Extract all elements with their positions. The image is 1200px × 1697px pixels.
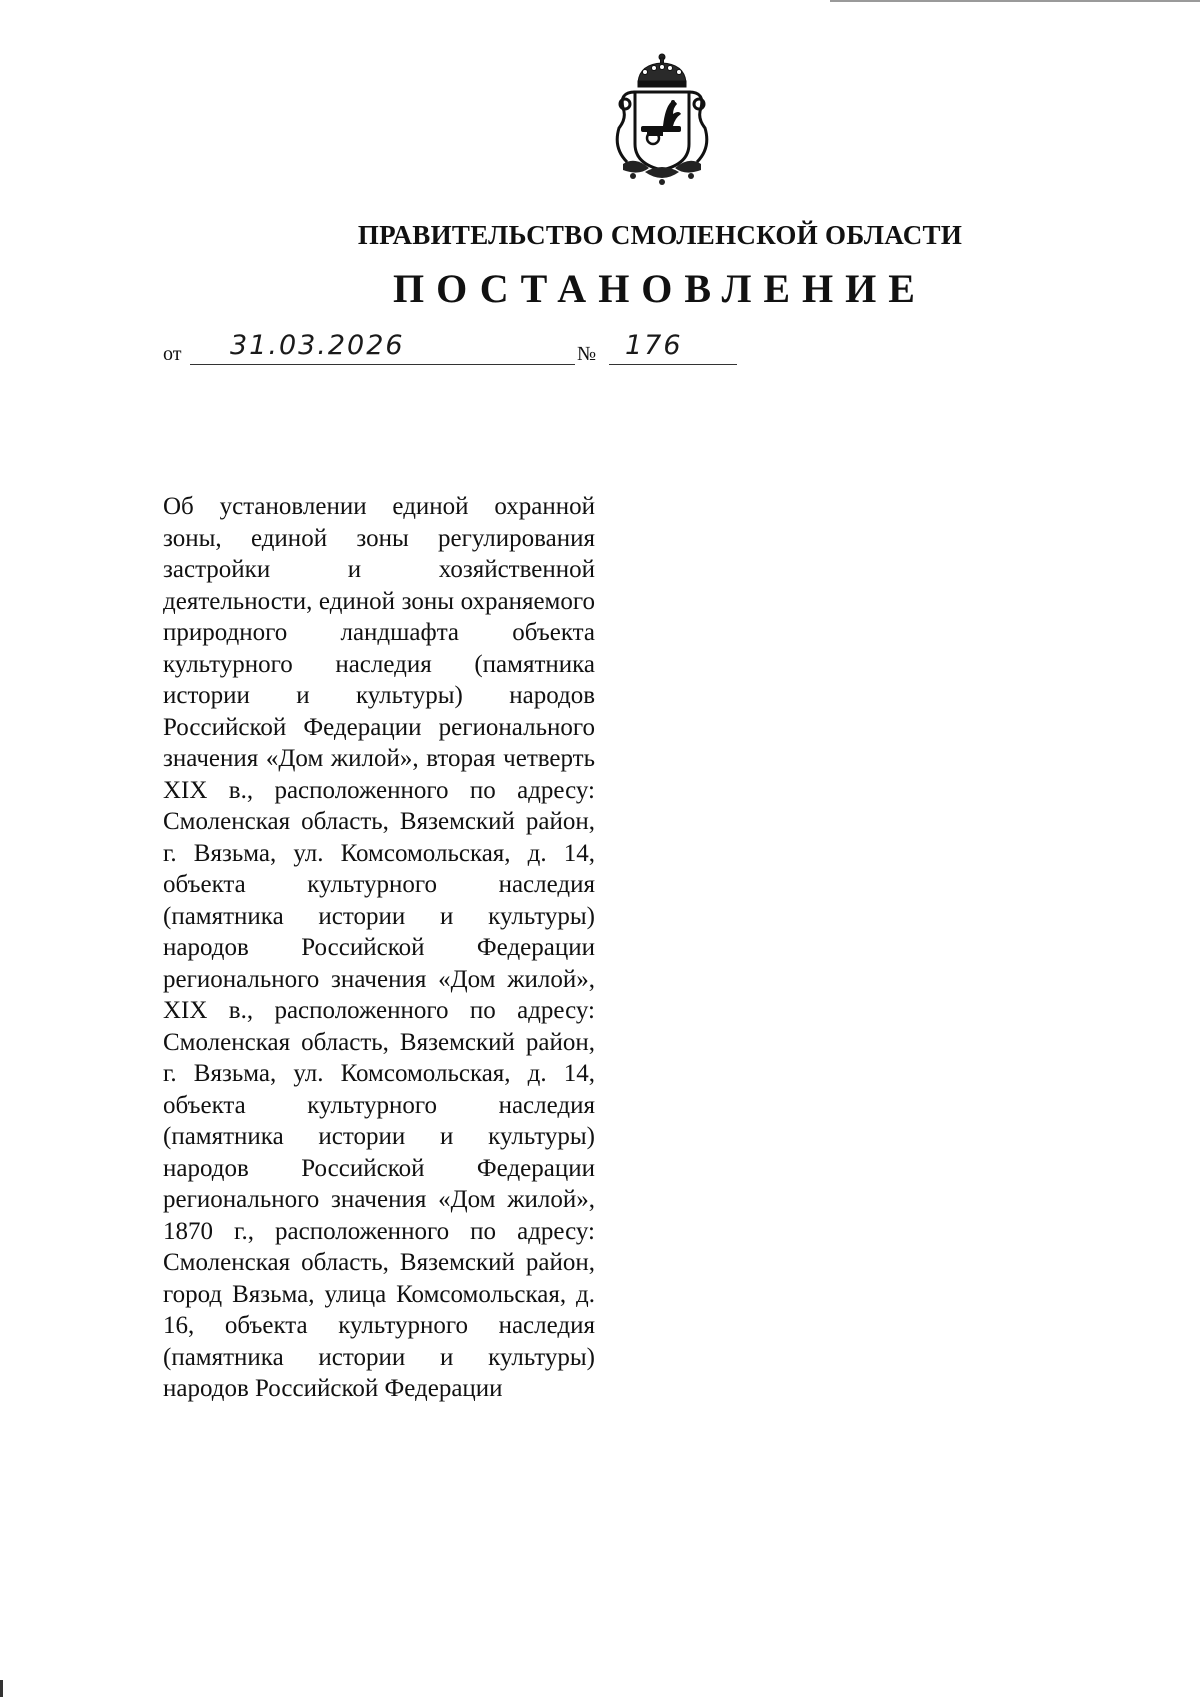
scan-edge-line xyxy=(830,0,1200,2)
document-subject: Об установлении единой охранной зоны, единой зоны регулирования застройки и хозяйственной деятельности, единой зоны охраняемого природного ландшафта объекта культурного наследия (памятника истории и культуры) народов Российской Федерации регионального значения «Дом жилой», вторая четверть XIX в., расположенного по адресу: Смоленская область, Вяземский район, г. Вязьма, ул. Комсомольская, д. 14, объекта культурного наследия (памятника истории и культуры) народов Российской Федерации регионального значения «Дом жилой», XIX в., расположенного по адресу: Смоленская область, Вяземский район, г. Вязьма, ул. Комсомольская, д. 14, объекта культурного наследия (памятника истории и культуры) народов Российской Федерации регионального значения «Дом жилой», 1870 г., расположенного по адресу: Смоленская область, Вяземский район, город Вязьма, улица Комсомольская, д. 16, объекта культурного наследия (памятника истории и культуры) народов Российской Федерации xyxy=(163,493,595,1402)
document-type-title: ПОСТАНОВЛЕНИЕ xyxy=(393,266,927,311)
coat-of-arms-icon xyxy=(605,52,720,187)
date-prefix: от xyxy=(163,343,182,365)
handwritten-date: 31.03.2026 xyxy=(230,330,405,361)
handwritten-number: 176 xyxy=(625,330,683,361)
organization-title: ПРАВИТЕЛЬСТВО СМОЛЕНСКОЙ ОБЛАСТИ xyxy=(357,220,963,250)
scan-mark xyxy=(0,1680,3,1697)
number-field xyxy=(609,330,737,365)
date-field xyxy=(190,330,575,365)
number-prefix: № xyxy=(577,343,597,365)
